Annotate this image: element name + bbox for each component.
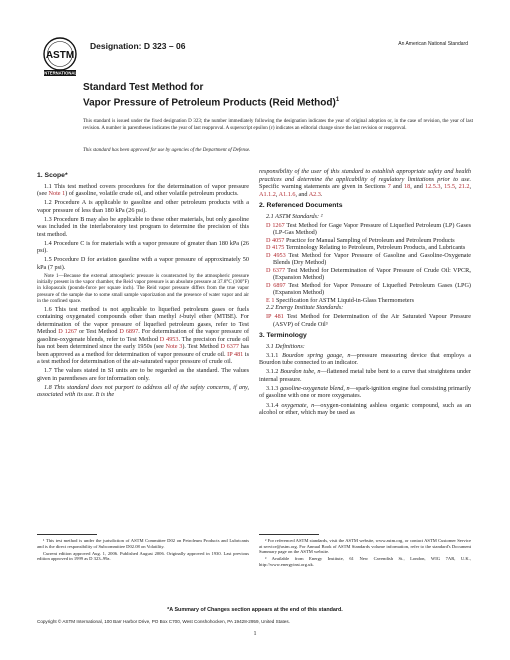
ref-link-d6377[interactable]: D 6377 <box>220 343 240 351</box>
summary-of-changes-note: *A Summary of Changes section appears at the end of this standard. <box>167 607 343 613</box>
paragraph-1-2: 1.2 Procedure A is applicable to gasoline and other petroleum products with a vapor pressure of less than 180 kPa (26 psi). <box>37 199 249 214</box>
footnote-1-history: Current edition approved Aug. 1, 2006. Published August 2006. Originally approved in 1930. Last previous edition approved in 1999 as D 323–99a. <box>37 550 249 562</box>
logo-caption: INTERNATIONAL <box>43 70 77 76</box>
section-link-a1-1-2[interactable]: A1.1.2 <box>259 190 276 198</box>
reference-link[interactable]: D 6897 <box>266 281 286 289</box>
footnote-1: ¹ This test method is under the jurisdiction of ASTM Committee D02 on Petroleum Products and Lubricants and is the direct responsibility of Subcommittee D02.08 on Volatility. <box>37 538 249 549</box>
footnotes-right <box>259 538 471 569</box>
ref-link-d6897[interactable]: D 6897 <box>119 328 139 336</box>
section-link-7[interactable]: 7 <box>387 183 391 190</box>
reference-item: E 1 Specification for ASTM Liquid-in-Glass Thermometers <box>266 296 415 304</box>
footnotes-left <box>37 538 249 563</box>
section-link-21-2[interactable]: 21.2 <box>458 183 470 190</box>
definition-3-1-4: 3.1.4 oxygenate, n—oxygen-containing ashless organic compound, such as an alcohol or ether, which may be used as <box>259 401 471 417</box>
reference-item: D 6897 Test Method for Vapor Pressure of Liquefied Petroleum Gases (LPG) (Expansion Method) <box>266 281 471 297</box>
section-heading-scope: 1. Scope* <box>37 172 68 179</box>
paragraph-1-7: 1.7 The values stated in SI units are to be regarded as the standard. The values given in parentheses are for information only. <box>37 367 249 382</box>
footnote-3: ³ Available from Energy Institute, 61 New Cavendish St., London, WIG 7AR, U.K., http://www.energyinst.org.uk. <box>259 556 471 567</box>
reference-link[interactable]: D 4175 <box>266 244 285 252</box>
footnote-rule-left <box>37 534 97 535</box>
reference-item: D 4057 Practice for Manual Sampling of Petroleum and Petroleum Products <box>266 236 455 244</box>
right-column <box>259 168 471 418</box>
reference-item: D 4175 Terminology Relating to Petroleum, Petroleum Products, and Lubricants <box>266 244 466 252</box>
ref-link-ip481[interactable]: IP 481 <box>227 350 244 358</box>
subheading-energy-institute: 2.2 Energy Institute Standards: <box>266 304 344 312</box>
reference-link[interactable]: D 6377 <box>266 266 286 274</box>
dod-notice: This standard has been approved for use by agencies of the Department of Defense. <box>83 148 251 153</box>
section-link-18[interactable]: 18 <box>404 183 411 190</box>
astm-logo-icon <box>38 34 82 78</box>
footnote-rule-right <box>259 534 319 535</box>
note-1: Note 1—Because the external atmospheric pressure is counteracted by the atmospheric pressure initially present in the vapor chamber, the Reid vapor pressure is an absolute pressure at 37.8°C (100°F) in kilopascals (pounds-force per square inch). The Reid vapor pressure differs from the true vapor pressure of the sample due to some small sample vaporization and the presence of water vapor and air in the confined space. <box>37 272 249 304</box>
reference-link[interactable]: IP 481 <box>266 313 284 321</box>
issuance-notice: This standard is issued under the fixed designation D 323; the number immediately following the designation indicates the year of original adoption or, in the case of revision, the year of last revision. A number in parentheses indicates the year of last reapproval. A superscript epsilon (ε) indicates an editorial change since the last revision or reapproval. <box>83 119 473 131</box>
reference-link[interactable]: D 4953 <box>266 251 286 259</box>
organization-label: An American National Standard <box>398 41 468 47</box>
note-3-link[interactable]: Note 3 <box>165 343 183 351</box>
ref-link-d4953[interactable]: D 4953 <box>159 335 179 343</box>
title-line-1: Standard Test Method for <box>83 82 204 93</box>
paragraph-1-6: 1.6 This test method is not applicable to liquefied petroleum gases or fuels containing oxygenated compounds other than methyl t-butyl ether (MTBE). For determination of the vapor pressure of liquefied petroleum gases, refer to Test Method D 1267 or Test Method D 6897. For determination of the vapor pressure of gasoline-oxygenate blends, refer to Test Method D 4953. The precision for crude oil has not been determined since the early 1950s (see Note 3). Test Method D 6377 has been approved as a method for determination of vapor pressure of crude oil. IP 481 is a test method for determination of the air-saturated vapor pressure of crude oil. <box>37 305 250 366</box>
title-line-2: Vapor Pressure of Petroleum Products (Reid Method)$^1$ <box>83 97 340 109</box>
paragraph-1-5: 1.5 Procedure D for aviation gasoline with a vapor pressure of approximately 50 kPa (7 psi). <box>37 256 249 271</box>
paragraph-1-8: 1.8 This standard does not purport to address all of the safety concerns, if any, associated with its use. It is the <box>37 383 249 399</box>
reference-item: D 1267 Test Method for Gage Vapor Pressure of Liquefied Petroleum (LP) Gases (LP-Gas Method) <box>266 221 472 237</box>
reference-item: IP 481 Test Method for Determination of the Air Saturated Vapour Pressure (ASVP) of Crude Oil³ <box>266 313 471 328</box>
section-heading-terminology: 3. Terminology <box>259 332 307 340</box>
page-number: 1 <box>253 631 257 637</box>
reference-link[interactable]: D 4057 <box>266 236 285 244</box>
section-heading-referenced-documents: 2. Referenced Documents <box>259 202 343 209</box>
ref-link-d1267[interactable]: D 1267 <box>58 328 78 336</box>
footnote-2: ² For referenced ASTM standards, visit the ASTM website, www.astm.org, or contact ASTM Customer Service at service@astm.org. For Annual Book of ASTM Standards volume information, refer to the standard's Document Summary page on the ASTM website. <box>259 538 471 555</box>
reference-link[interactable]: E 1 <box>266 296 275 304</box>
definition-3-1-2: 3.1.2 Bourdon tube, n—flattened metal tube bent to a curve that straightens under internal pressure. <box>259 368 471 383</box>
subheading-definitions: 3.1 Definitions: <box>266 342 305 350</box>
svg-text:ASTM: ASTM <box>45 50 75 61</box>
paragraph-1-4: 1.4 Procedure C is for materials with a vapor pressure of greater than 180 kPa (26 psi). <box>37 239 249 255</box>
designation: Designation: D 323 – 06 <box>90 41 186 51</box>
reference-list <box>259 222 471 305</box>
definition-3-1-3: 3.1.3 gasoline-oxygenate blend, n—spark-ignition engine fuel consisting primarily of gasoline with one or more oxygenates. <box>259 384 472 400</box>
definition-3-1-1: 3.1.1 Bourdon spring gauge, n—pressure measuring device that employs a Bourdon tube connected to an indicator. <box>259 351 471 367</box>
reference-item: D 4953 Test Method for Vapor Pressure of Gasoline and Gasoline-Oxygenate Blends (Dry Method) <box>266 251 472 267</box>
section-link-12-5-3[interactable]: 12.5.3 <box>424 183 441 190</box>
note-link[interactable]: Note 1 <box>48 190 66 197</box>
paragraph-1-1: 1.1 This test method covers procedures for the determination of vapor pressure (see Note 1) of gasoline, volatile crude oil, and other volatile petroleum products. <box>37 182 249 197</box>
paragraph-1-8-continued: responsibility of the user of this standard to establish appropriate safety and health practices and determine the applicability of regulatory limitations prior to use. Specific warning statements are given in Sections 7 and 18, and 12.5.3, 15.5, 21.2, A1.1.2, A1.1.6, and A2.3. <box>259 168 472 198</box>
reference-item: D 6377 Test Method for Determination of Vapor Pressure of Crude Oil: VPCRₓ (Expansion Method) <box>266 266 472 282</box>
section-link-a1-1-6[interactable]: A1.1.6 <box>278 190 296 198</box>
document-title <box>83 82 463 109</box>
section-link-15-5[interactable]: 15.5 <box>444 183 455 190</box>
section-link-a2-3[interactable]: A2.3 <box>308 190 321 198</box>
subheading-astm-standards: 2.1 ASTM Standards: ² <box>266 212 323 220</box>
paragraph-1-3: 1.3 Procedure B may also be applicable to these other materials, but only gasoline was included in the interlaboratory test program to determine the precision of this test method. <box>37 215 249 238</box>
copyright-line: Copyright © ASTM International, 100 Barr Harbor Drive, PO Box C700, West Conshohocken, PA 19428-2959, United States. <box>37 619 290 624</box>
left-column <box>37 168 249 400</box>
reference-link[interactable]: D 1267 <box>266 221 285 229</box>
